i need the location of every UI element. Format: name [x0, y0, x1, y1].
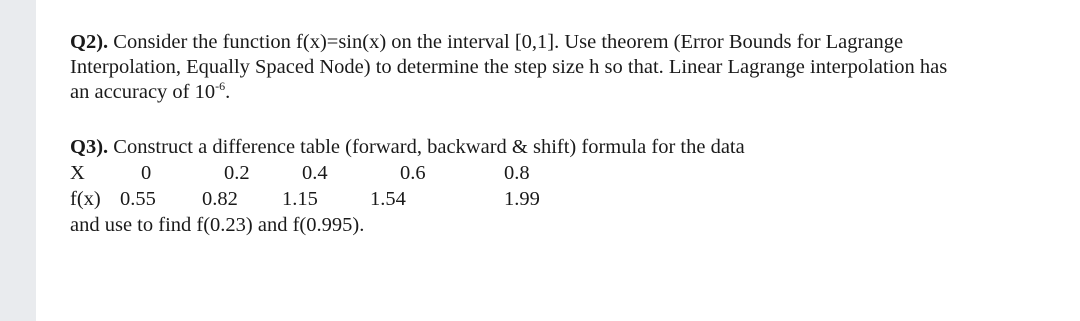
- question-2-label: Q2).: [70, 31, 109, 53]
- fx-value: 1.99: [504, 188, 540, 210]
- question-3-closing: and use to find f(0.23) and f(0.995).: [70, 214, 365, 236]
- x-values-row: [70, 160, 745, 186]
- question-3: [70, 134, 745, 238]
- x-row-label: X: [70, 162, 85, 184]
- document-page: [36, 0, 1080, 321]
- fx-value: 0.82: [202, 188, 238, 210]
- question-3-label: Q3).: [70, 136, 109, 158]
- x-value: 0.4: [302, 162, 328, 184]
- question-3-text: Construct a difference table (forward, backward & shift) formula for the data: [113, 136, 745, 158]
- accuracy-exponent: -6: [215, 79, 226, 93]
- x-value: 0: [141, 162, 152, 184]
- question-2: [70, 30, 1060, 105]
- question-2-line-3: [70, 80, 1060, 105]
- question-2-line-2: Interpolation, Equally Spaced Node) to determine the step size h so that. Linear Lagrange interpolation has: [70, 56, 948, 78]
- fx-value: 0.55: [120, 188, 156, 210]
- x-value: 0.6: [400, 162, 426, 184]
- fx-row-label: f(x): [70, 188, 101, 210]
- question-2-text-3: an accuracy of 10: [70, 81, 216, 103]
- question-2-line-1: [70, 30, 1060, 55]
- question-2-period: .: [225, 81, 231, 103]
- fx-value: 1.54: [370, 188, 406, 210]
- fx-value: 1.15: [282, 188, 318, 210]
- x-value: 0.2: [224, 162, 250, 184]
- x-value: 0.8: [504, 162, 530, 184]
- question-3-line-1: [70, 134, 745, 160]
- question-2-text-1: Consider the function f(x)=sin(x) on the interval [0,1]. Use theorem (Error Bounds for Lagrange: [113, 31, 904, 53]
- fx-values-row: [70, 186, 745, 212]
